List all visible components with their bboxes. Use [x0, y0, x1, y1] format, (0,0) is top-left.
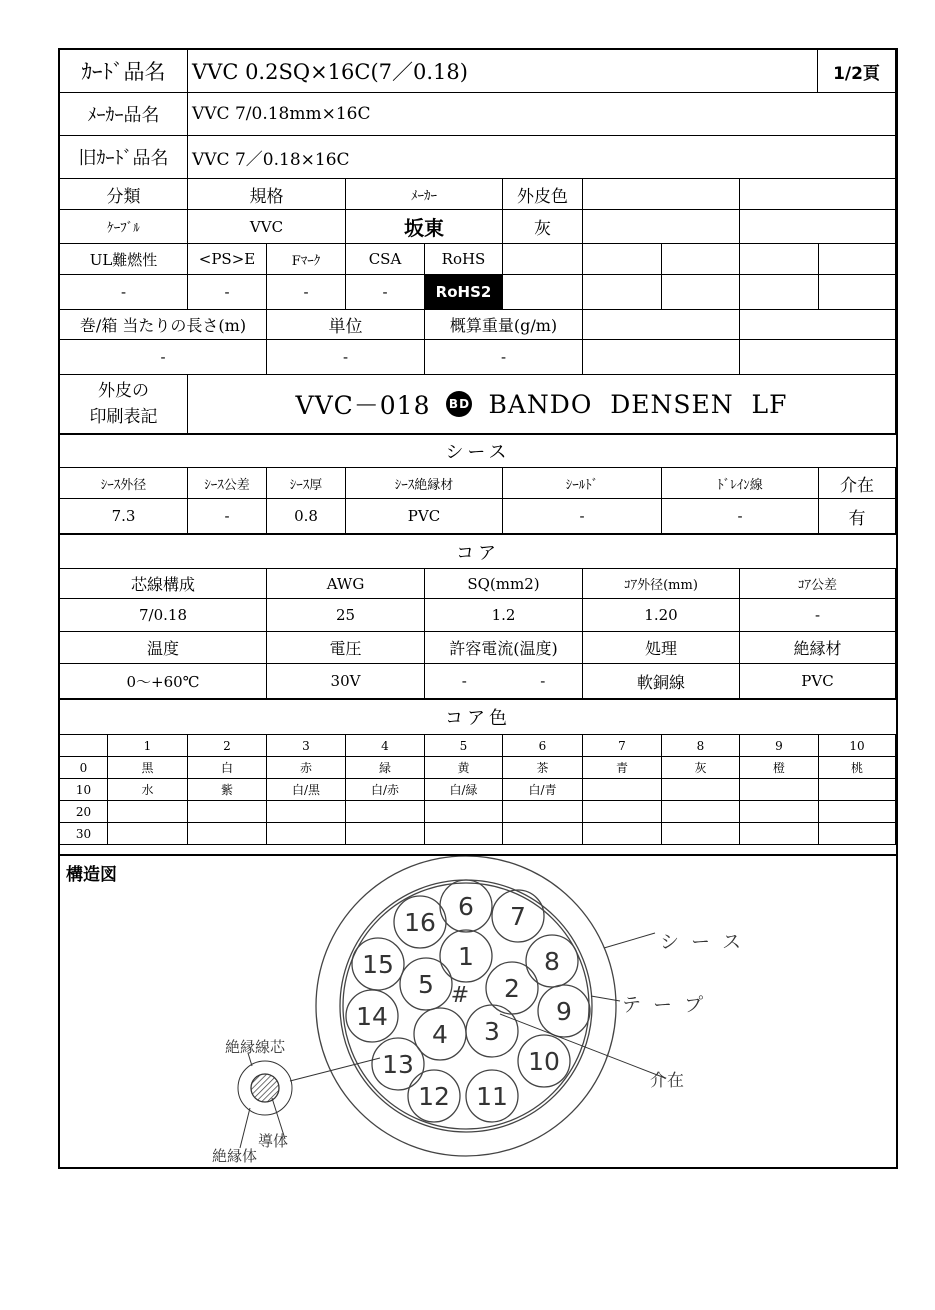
- sheath-thickness-header: ｼｰｽ厚: [267, 468, 346, 499]
- maker-header: ﾒｰｶｰ: [346, 179, 503, 210]
- core-number: 3: [484, 1017, 500, 1046]
- color-cell: [346, 801, 425, 823]
- sheath-leader-line: [604, 933, 655, 948]
- color-cell: [108, 823, 188, 845]
- core-number: 7: [510, 902, 526, 931]
- filler-label: 介在: [650, 1071, 684, 1091]
- color-cell: [819, 779, 896, 801]
- strand-config-value: 7/0.18: [60, 599, 267, 632]
- print-label-line1: 外皮の: [98, 381, 149, 401]
- voltage-header: 電圧: [267, 632, 425, 664]
- color-cell: 白/赤: [346, 779, 425, 801]
- insulation-value: PVC: [740, 664, 896, 700]
- core-number: 8: [544, 947, 560, 976]
- shield-value: -: [503, 499, 662, 535]
- color-cell: 茶: [503, 757, 583, 779]
- core-number: 6: [458, 892, 474, 921]
- blank-cell: [740, 340, 896, 375]
- color-col-header: 8: [662, 735, 740, 757]
- color-cell: [267, 823, 346, 845]
- maker-name-value: VVC 7/0.18mm×16C: [188, 93, 896, 136]
- blank-cell: [740, 179, 896, 210]
- awg-header: AWG: [267, 569, 425, 599]
- color-col-header: 10: [819, 735, 896, 757]
- conductor-label: 導体: [258, 1132, 289, 1150]
- insulation-header: 絶縁材: [740, 632, 896, 664]
- treatment-header: 処理: [583, 632, 740, 664]
- color-cell: 緑: [346, 757, 425, 779]
- color-cell: 水: [108, 779, 188, 801]
- color-cell: [108, 801, 188, 823]
- ul-flame-header: UL難燃性: [60, 244, 188, 275]
- current-value: [425, 664, 583, 700]
- blank-cell: [503, 275, 583, 310]
- color-cell: 白: [188, 757, 267, 779]
- bd-logo-text: BD: [448, 397, 471, 411]
- drain-wire-value: -: [662, 499, 819, 535]
- insulated-wire-label: 絶縁線芯: [225, 1038, 286, 1056]
- core-number: 2: [504, 974, 520, 1003]
- f-mark-header: Fﾏｰｸ: [267, 244, 346, 275]
- color-cell: 黄: [425, 757, 503, 779]
- spec-sheet: [58, 48, 898, 1169]
- card-name-value: VVC 0.2SQ×16C(7／0.18): [188, 50, 818, 93]
- blank-cell: [583, 310, 740, 340]
- print-text-left: VVC－018: [295, 391, 431, 420]
- color-cell: 白/緑: [425, 779, 503, 801]
- core-colors-title: コア色: [60, 700, 896, 735]
- color-cell: 白/黒: [267, 779, 346, 801]
- length-per-reel-header: 巻/箱 当たりの長さ(m): [60, 310, 267, 340]
- core-number: 11: [476, 1082, 508, 1111]
- structure-diagram: [60, 854, 896, 1169]
- color-cell: [267, 801, 346, 823]
- core-number: 13: [382, 1050, 414, 1079]
- ul-flame-value: -: [60, 275, 188, 310]
- blank-cell: [583, 210, 740, 244]
- insulator-leader: [240, 1108, 250, 1148]
- color-row-label: 30: [60, 823, 108, 845]
- cable-cross-section: [60, 856, 896, 1169]
- sheath-tolerance-header: ｼｰｽ公差: [188, 468, 267, 499]
- color-cell: 黒: [108, 757, 188, 779]
- color-cell: [425, 801, 503, 823]
- core-number: 9: [556, 997, 572, 1026]
- maker-value: 坂東: [346, 210, 503, 244]
- weight-value: -: [425, 340, 583, 375]
- color-cell: 紫: [188, 779, 267, 801]
- current-value-b: -: [540, 672, 546, 690]
- core-number: 1: [458, 942, 474, 971]
- strand-config-header: 芯線構成: [60, 569, 267, 599]
- color-col-header: 4: [346, 735, 425, 757]
- blank-cell: [662, 244, 740, 275]
- insulator-label: 絶縁体: [212, 1147, 258, 1165]
- current-value-a: -: [461, 672, 467, 690]
- rohs-badge: RoHS2: [425, 275, 503, 310]
- f-mark-value: -: [267, 275, 346, 310]
- sq-header: SQ(mm2): [425, 569, 583, 599]
- print-text-right: BANDO DENSEN LF: [488, 389, 788, 419]
- core-number: 15: [362, 950, 394, 979]
- blank-cell: [583, 340, 740, 375]
- color-cell: [740, 779, 819, 801]
- color-cell: 青: [583, 757, 662, 779]
- blank-cell: [819, 244, 896, 275]
- core-number: 16: [404, 908, 436, 937]
- color-row-label: 10: [60, 779, 108, 801]
- color-cell: [662, 801, 740, 823]
- color-cell: [583, 779, 662, 801]
- color-cell: [583, 823, 662, 845]
- sheath-title: シース: [60, 435, 896, 468]
- print-text: [188, 375, 896, 435]
- jacket-color-header: 外皮色: [503, 179, 583, 210]
- blank-cell: [583, 275, 662, 310]
- color-cell: 赤: [267, 757, 346, 779]
- color-cell: [740, 801, 819, 823]
- temperature-value: 0～+60℃: [60, 664, 267, 700]
- color-col-header: 1: [108, 735, 188, 757]
- color-col-header: 3: [267, 735, 346, 757]
- blank-cell: [662, 275, 740, 310]
- color-cell: [819, 801, 896, 823]
- color-cell: [188, 823, 267, 845]
- category-header: 分類: [60, 179, 188, 210]
- sheath-od-header: ｼｰｽ外径: [60, 468, 188, 499]
- temperature-header: 温度: [60, 632, 267, 664]
- core-tolerance-header: ｺｱ公差: [740, 569, 896, 599]
- filler-value: 有: [819, 499, 896, 535]
- color-col-header: 7: [583, 735, 662, 757]
- page-number: 1/2頁: [818, 50, 896, 93]
- color-col-header: 9: [740, 735, 819, 757]
- core-number: 4: [432, 1020, 448, 1049]
- blank-cell: [819, 275, 896, 310]
- weight-header: 概算重量(g/m): [425, 310, 583, 340]
- sheath-insulation-header: ｼｰｽ絶縁材: [346, 468, 503, 499]
- color-cell: [346, 823, 425, 845]
- color-row-label: 20: [60, 801, 108, 823]
- drain-wire-header: ﾄﾞﾚｲﾝ線: [662, 468, 819, 499]
- core-od-header: ｺｱ外径(mm): [583, 569, 740, 599]
- csa-header: CSA: [346, 244, 425, 275]
- diagram-title: 構造図: [66, 865, 117, 885]
- conductor-icon: [251, 1074, 279, 1102]
- treatment-value: 軟銅線: [583, 664, 740, 700]
- unit-header: 単位: [267, 310, 425, 340]
- sheath-thickness-value: 0.8: [267, 499, 346, 535]
- bd-logo-icon: [446, 391, 472, 417]
- sheath-tolerance-value: -: [188, 499, 267, 535]
- category-value: ｹｰﾌﾞﾙ: [60, 210, 188, 244]
- center-mark: #: [450, 983, 470, 1008]
- blank-cell: [503, 244, 583, 275]
- color-cell: [740, 823, 819, 845]
- jacket-color-value: 灰: [503, 210, 583, 244]
- color-col-header: 5: [425, 735, 503, 757]
- core-number: 14: [356, 1002, 388, 1031]
- shield-header: ｼｰﾙﾄﾞ: [503, 468, 662, 499]
- print-label: [60, 375, 188, 435]
- core-od-value: 1.20: [583, 599, 740, 632]
- blank-cell: [583, 244, 662, 275]
- unit-value: -: [267, 340, 425, 375]
- core-tolerance-value: -: [740, 599, 896, 632]
- color-cell: 桃: [819, 757, 896, 779]
- maker-name-label: ﾒｰｶｰ品名: [60, 93, 188, 136]
- color-col-header: 2: [188, 735, 267, 757]
- old-card-name-value: VVC 7／0.18×16C: [188, 136, 896, 179]
- rohs-header: RoHS: [425, 244, 503, 275]
- length-per-reel-value: -: [60, 340, 267, 375]
- standard-header: 規格: [188, 179, 346, 210]
- tape-label: テ ー プ: [622, 994, 707, 1016]
- color-cell: [503, 801, 583, 823]
- sheath-label: シ ー ス: [660, 931, 745, 953]
- voltage-value: 30V: [267, 664, 425, 700]
- pse-value: -: [188, 275, 267, 310]
- card-name-label: ｶｰﾄﾞ品名: [60, 50, 188, 93]
- color-cell: [503, 823, 583, 845]
- print-label-line2: 印刷表記: [89, 407, 158, 427]
- blank-cell: [740, 275, 819, 310]
- filler-leader-line: [500, 1014, 665, 1078]
- sq-value: 1.2: [425, 599, 583, 632]
- sheath-od-value: 7.3: [60, 499, 188, 535]
- blank-cell: [740, 310, 896, 340]
- color-col-header: 6: [503, 735, 583, 757]
- color-cell: [819, 823, 896, 845]
- color-cell: 橙: [740, 757, 819, 779]
- standard-value: VVC: [188, 210, 346, 244]
- awg-value: 25: [267, 599, 425, 632]
- blank-cell: [740, 244, 819, 275]
- sheath-insulation-value: PVC: [346, 499, 503, 535]
- color-grid-corner: [60, 735, 108, 757]
- blank-cell: [583, 179, 740, 210]
- filler-header: 介在: [819, 468, 896, 499]
- color-cell: [188, 801, 267, 823]
- current-header: 許容電流(温度): [425, 632, 583, 664]
- color-cell: 灰: [662, 757, 740, 779]
- color-cell: [583, 801, 662, 823]
- csa-value: -: [346, 275, 425, 310]
- pse-header: <PS>E: [188, 244, 267, 275]
- core-number: 10: [528, 1047, 560, 1076]
- color-row-label: 0: [60, 757, 108, 779]
- core-number: 12: [418, 1082, 450, 1111]
- color-cell: [662, 823, 740, 845]
- blank-cell: [740, 210, 896, 244]
- core-number: 5: [418, 970, 434, 999]
- color-cell: 白/青: [503, 779, 583, 801]
- color-cell: [662, 779, 740, 801]
- core-title: コア: [60, 535, 896, 569]
- color-cell: [425, 823, 503, 845]
- old-card-name-label: 旧ｶｰﾄﾞ品名: [60, 136, 188, 179]
